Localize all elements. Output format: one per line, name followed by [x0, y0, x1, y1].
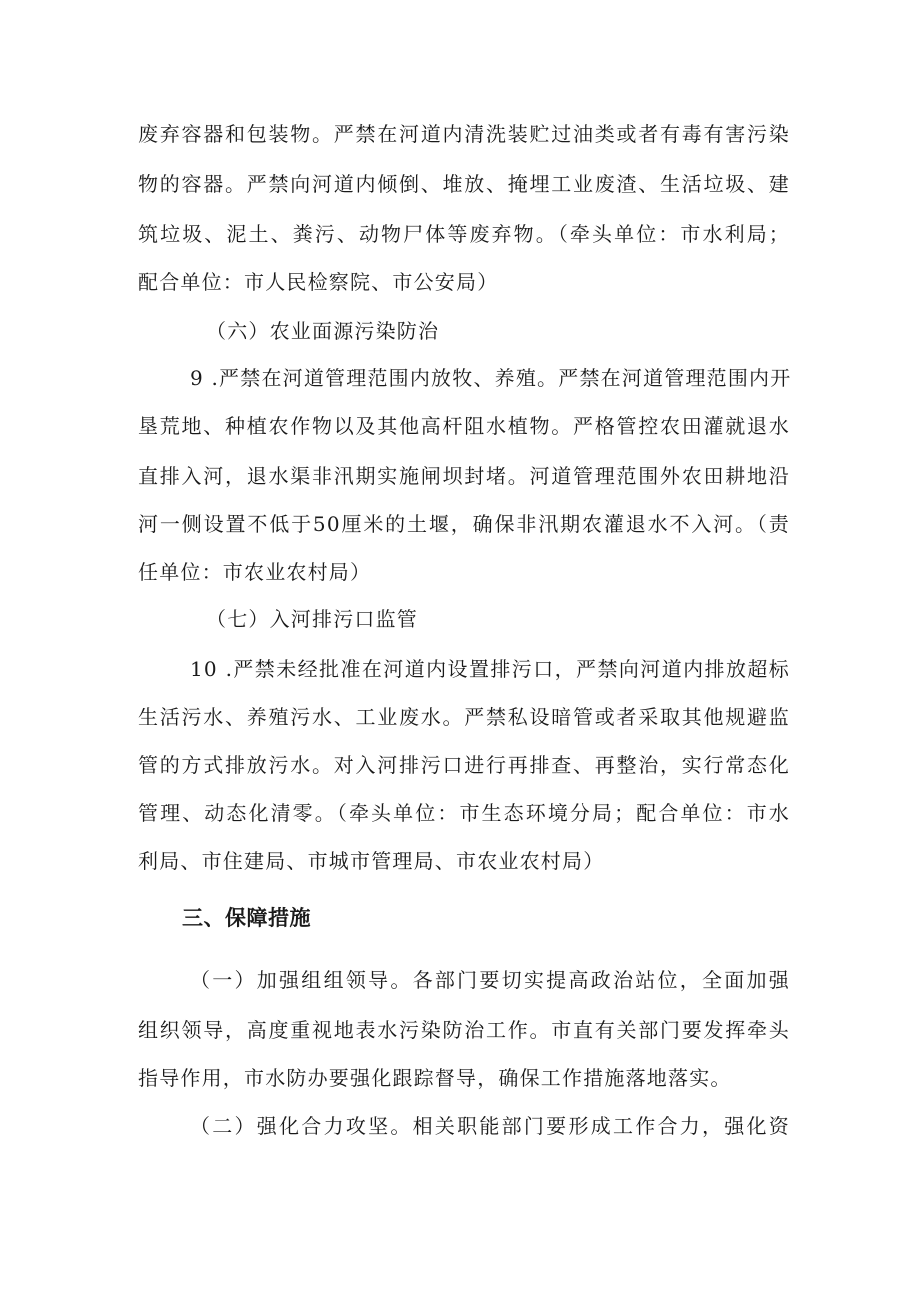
paragraph-line: 生活污水、养殖污水、工业废水。严禁私设暗管或者采取其他规避监	[138, 705, 790, 729]
paragraph-line: 组织领导，高度重视地表水污染防治工作。市直有关部门要发挥牵头	[138, 1018, 790, 1042]
paragraph-line: 10 .严禁未经批准在河道内设置排污口，严禁向河道内排放超标	[190, 657, 790, 681]
paragraph-line: 管的方式排放污水。对入河排污口进行再排查、再整治，实行常态化	[138, 753, 790, 777]
paragraph-line: （一）加强组组领导。各部门要切实提高政治站位，全面加强	[190, 968, 790, 992]
paragraph-line: （二）强化合力攻坚。相关职能部门要形成工作合力，强化资	[190, 1114, 790, 1138]
paragraph-line: 废弃容器和包装物。严禁在河道内清洗装贮过油类或者有毒有害污染	[138, 122, 790, 146]
paragraph-line: 9 .严禁在河道管理范围内放牧、养殖。严禁在河道管理范围内开	[190, 366, 792, 390]
paragraph-line: 管理、动态化清零。（牵头单位：市生态环境分局；配合单位：市水	[138, 801, 790, 825]
subsection-heading: （六）农业面源污染防治	[206, 319, 440, 343]
subsection-heading: （七）入河排污口监管	[206, 607, 418, 631]
paragraph-line: 河一侧设置不低于50厘米的土堰，确保非汛期农灌退水不入河。（责	[138, 512, 790, 536]
paragraph-line: 物的容器。严禁向河道内倾倒、堆放、掩埋工业废渣、生活垃圾、建	[138, 172, 790, 196]
section-heading: 三、保障措施	[182, 906, 311, 930]
paragraph-line: 配合单位：市人民检察院、市公安局）	[138, 270, 499, 294]
paragraph-line: 垦荒地、种植农作物以及其他高杆阻水植物。严格管控农田灌就退水	[138, 414, 790, 438]
paragraph-line: 筑垃圾、泥土、粪污、动物尸体等废弃物。（牵头单位：市水利局；	[138, 222, 790, 246]
paragraph-line: 直排入河，退水渠非汛期实施闸坝封堵。河道管理范围外农田耕地沿	[138, 464, 790, 488]
paragraph-line: 指导作用，市水防办要强化跟踪督导，确保工作措施落地落实。	[138, 1066, 732, 1090]
paragraph-line: 任单位：市农业农村局）	[138, 560, 372, 584]
paragraph-line: 利局、市住建局、市城市管理局、市农业农村局）	[138, 849, 605, 873]
